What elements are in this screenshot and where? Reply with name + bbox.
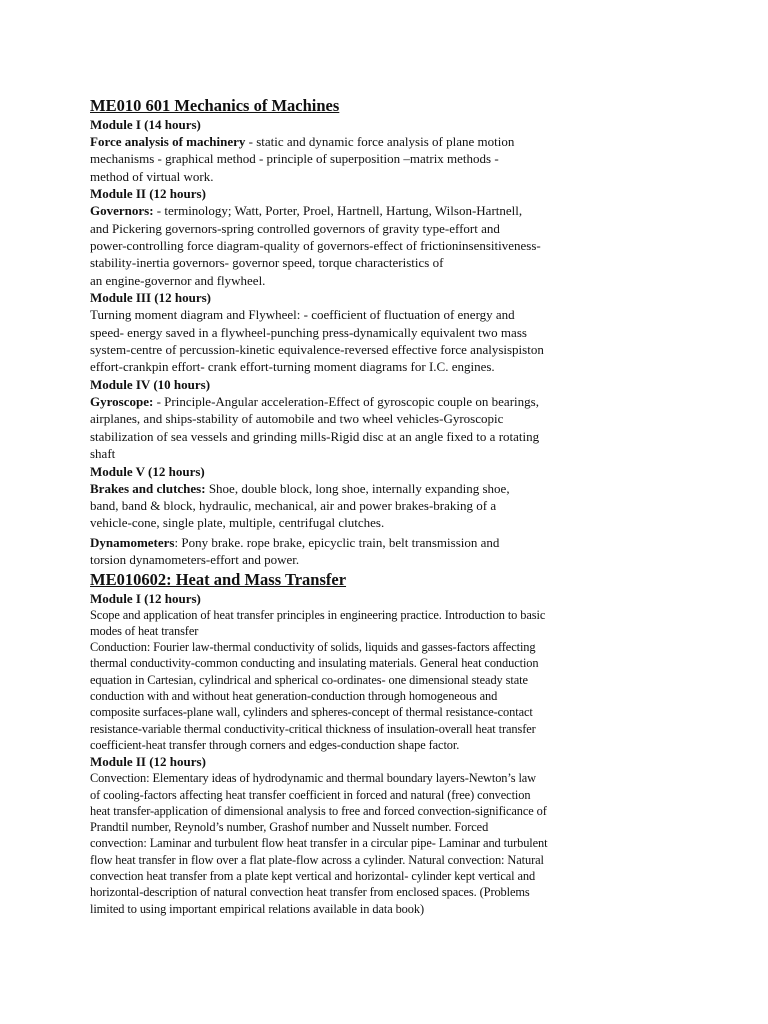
- text-line: stabilization of sea vessels and grinding mills-Rigid disc at an angle fixed to a rotating: [90, 428, 540, 444]
- text-line: Conduction: Fourier law-thermal conductivity of solids, liquids and gasses-factors affecting: [90, 640, 536, 655]
- module-description: [90, 607, 730, 754]
- text-line: flow heat transfer in flow over a flat plate-flow across a cylinder. Natural convection: Natural: [90, 852, 544, 867]
- module-description: [90, 480, 730, 532]
- text-line: power-controlling force diagram-quality of governors-effect of frictioninsensitiveness-: [90, 238, 541, 254]
- text-line: airplanes, and ships-stability of automobile and two wheel vehicles-Gyroscopic: [90, 411, 504, 427]
- topic-title: Gyroscope:: [90, 393, 154, 409]
- text-line: resistance-variable thermal conductivity-critical thickness of insulation-overall heat transfer: [90, 721, 536, 736]
- module-heading: Module I (12 hours): [90, 590, 201, 606]
- module-description: [90, 306, 730, 376]
- module-heading: Module II (12 hours): [90, 186, 206, 202]
- text-line: vehicle-cone, single plate, multiple, centrifugal clutches.: [90, 515, 385, 531]
- module-description: [90, 534, 730, 569]
- text-line: - static and dynamic force analysis of plane motion: [245, 134, 515, 149]
- text-line: and Pickering governors-spring controlled governors of gravity type-effort and: [90, 220, 500, 236]
- text-line: conduction with and without heat generation-conduction through homogeneous and: [90, 689, 498, 704]
- text-line: an engine-governor and flywheel.: [90, 272, 266, 288]
- course-title: ME010 601 Mechanics of Machines: [90, 96, 340, 115]
- text-line: speed- energy saved in a flywheel-punching press-dynamically equivalent two mass: [90, 324, 527, 340]
- module-heading: Module II (12 hours): [90, 754, 206, 770]
- text-line: limited to using important empirical relations available in data book): [90, 901, 424, 916]
- text-line: - Principle-Angular acceleration-Effect of gyroscopic couple on bearings,: [153, 393, 539, 409]
- text-line: Scope and application of heat transfer principles in engineering practice. Introduction to basic: [90, 607, 546, 622]
- module-description: [90, 770, 730, 917]
- topic-title: Brakes and clutches:: [90, 480, 206, 496]
- text-line: mechanisms - graphical method - principle of superposition –matrix methods -: [90, 151, 499, 167]
- text-line: Convection: Elementary ideas of hydrodynamic and thermal boundary layers-Newton’s law: [90, 771, 537, 786]
- topic-title: Force analysis of machinery: [90, 134, 246, 149]
- module-heading: Module III (12 hours): [90, 290, 211, 306]
- module-heading: Module I (14 hours): [90, 117, 201, 132]
- text-line: Turning moment diagram and Flywheel: - coefficient of fluctuation of energy and: [90, 307, 515, 323]
- text-line: modes of heat transfer: [90, 623, 199, 638]
- text-line: effort-crankpin effort- crank effort-turning moment diagrams for I.C. engines.: [90, 359, 495, 375]
- text-line: Shoe, double block, long shoe, internally expanding shoe,: [205, 480, 510, 496]
- text-line: system-centre of percussion-kinetic equivalence-reversed effective force analysispiston: [90, 342, 544, 358]
- course-title: ME010602: Heat and Mass Transfer: [90, 569, 347, 589]
- topic-title: Dynamometers: [90, 534, 175, 550]
- module-description: [90, 133, 730, 185]
- text-line: method of virtual work.: [90, 168, 214, 184]
- text-line: Prandtil number, Reynold’s number, Grashof number and Nusselt number. Forced: [90, 820, 489, 835]
- course-section: [90, 569, 730, 917]
- text-line: thermal conductivity-common conducting and insulating materials. General heat conduction: [90, 656, 539, 671]
- text-line: convection: Laminar and turbulent flow heat transfer in a circular pipe- Laminar and turbulent: [90, 836, 548, 851]
- text-line: - terminology; Watt, Porter, Proel, Hartnell, Hartung, Wilson-Hartnell,: [153, 203, 523, 219]
- text-line: equation in Cartesian, cylindrical and spherical co-ordinates- one dimensional steady state: [90, 672, 528, 687]
- text-line: coefficient-heat transfer through corners and edges-conduction shape factor.: [90, 737, 460, 752]
- text-line: band, band & block, hydraulic, mechanical, air and power brakes-braking of a: [90, 497, 497, 513]
- text-line: shaft: [90, 446, 116, 462]
- module-description: [90, 393, 730, 463]
- text-line: composite surfaces-plane wall, cylinders and spheres-concept of thermal resistance-contact: [90, 705, 533, 720]
- module-heading: Module V (12 hours): [90, 463, 205, 479]
- text-line: convection heat transfer from a plate kept vertical and horizontal- cylinder kept vertical and: [90, 868, 536, 883]
- text-line: horizontal-description of natural convection heat transfer from enclosed spaces. (Problems: [90, 885, 530, 900]
- module-description: [90, 202, 730, 289]
- text-line: stability-inertia governors- governor speed, torque characteristics of: [90, 255, 444, 271]
- module-heading: Module IV (10 hours): [90, 376, 211, 392]
- text-line: torsion dynamometers-effort and power.: [90, 552, 300, 568]
- topic-title: Governors:: [90, 203, 154, 219]
- text-line: of cooling-factors affecting heat transfer coefficient in forced and natural (free) convection: [90, 787, 531, 802]
- text-line: heat transfer-application of dimensional analysis to free and forced convection-significance of: [90, 803, 547, 818]
- course-section: [90, 95, 730, 569]
- text-line: : Pony brake. rope brake, epicyclic train, belt transmission and: [174, 534, 500, 550]
- syllabus-document: [90, 95, 730, 917]
